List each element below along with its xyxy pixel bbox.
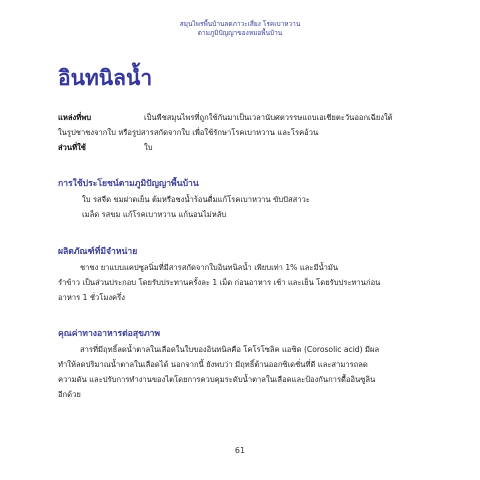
products-line-3: อาหาร 1 ชั่วโมงครึ่ง — [58, 293, 125, 302]
nutrition-section — [58, 342, 426, 402]
nutrition-line-4: อีกด้วย — [58, 390, 81, 399]
running-header-line-1: สมุนไพรพื้นบ้านลดภาวะเสี่ยง โรคเบาหวาน — [179, 20, 301, 28]
nutrition-line-2: ทำให้ลดปริมาณน้ำตาลในเลือดได้ นอกจากนี้ ยังพบว่า มีฤทธิ์ต้านออกซิเดชั่นที่ดี และสามารถลด — [58, 360, 368, 369]
page-number: 61 — [234, 446, 246, 455]
list-item: ใบ รสจืด ขมฝาดเย็น ต้มหรือชงน้ำร้อนดื่มแก้โรคเบาหวาน ขับปัสสาวะ — [82, 195, 310, 204]
page-title: อินทนิลน้ำ — [58, 66, 153, 90]
source-text-line-1: เป็นพืชสมุนไพรที่ถูกใช้กันมาเป็นเวลานับศตวรรษแถบเอเชียตะวันออกเฉียงใต้ — [144, 113, 393, 122]
nutrition-line-1: สารที่มีฤทธิ์ลดน้ำตาลในเลือดในใบของอินทนิลคือ โคโรโซลิค แอซิด (Corosolic acid) มีผล — [80, 345, 380, 354]
running-header-line-2: ตามภูมิปัญญาของหมอพื้นบ้าน — [197, 29, 283, 37]
wisdom-heading: การใช้ประโยชน์ตามภูมิปัญญาพื้นบ้าน — [58, 179, 199, 189]
products-line-1: ชาชง ยาแบบแคปซูลนิ่มที่มีสารสกัดจากใบอินทนิลน้ำ เพียบเท่า 1% และมีน้ำมัน — [80, 263, 339, 272]
products-section — [58, 260, 426, 305]
running-header — [0, 20, 480, 38]
nutrition-line-3: ความดัน และปรับการทำงานของไตโดยการควบคุมระดับน้ำตาลในเลือดและป้องกันการดื้ออินซูลิน — [58, 375, 376, 384]
source-section — [58, 110, 426, 155]
products-line-2: รำข้าว เป็นส่วนประกอบ โดยรับประทานครั้งละ 1 เม็ด ก่อนอาหาร เช้า และเย็น โดยรับประทานก่อน — [58, 278, 381, 287]
products-heading: ผลิตภัณฑ์ที่มีจำหน่าย — [58, 247, 138, 257]
part-used-label: ส่วนที่ใช้ — [58, 143, 86, 152]
list-item: เมล็ด รสขม แก้โรคเบาหวาน แก้นอนไม่หลับ — [82, 210, 227, 219]
source-text-line-2: ในรูปชาชงจากใบ หรือรูปสารสกัดจากใบ เพื่อใช้รักษาโรคเบาหวาน และโรคอ้วน — [58, 128, 319, 137]
source-label: แหล่งที่พบ — [58, 113, 92, 122]
nutrition-heading: คุณค่าทางอาหารต่อสุขภาพ — [58, 329, 161, 339]
wisdom-list — [58, 192, 426, 222]
part-used-value: ใบ — [144, 143, 153, 152]
